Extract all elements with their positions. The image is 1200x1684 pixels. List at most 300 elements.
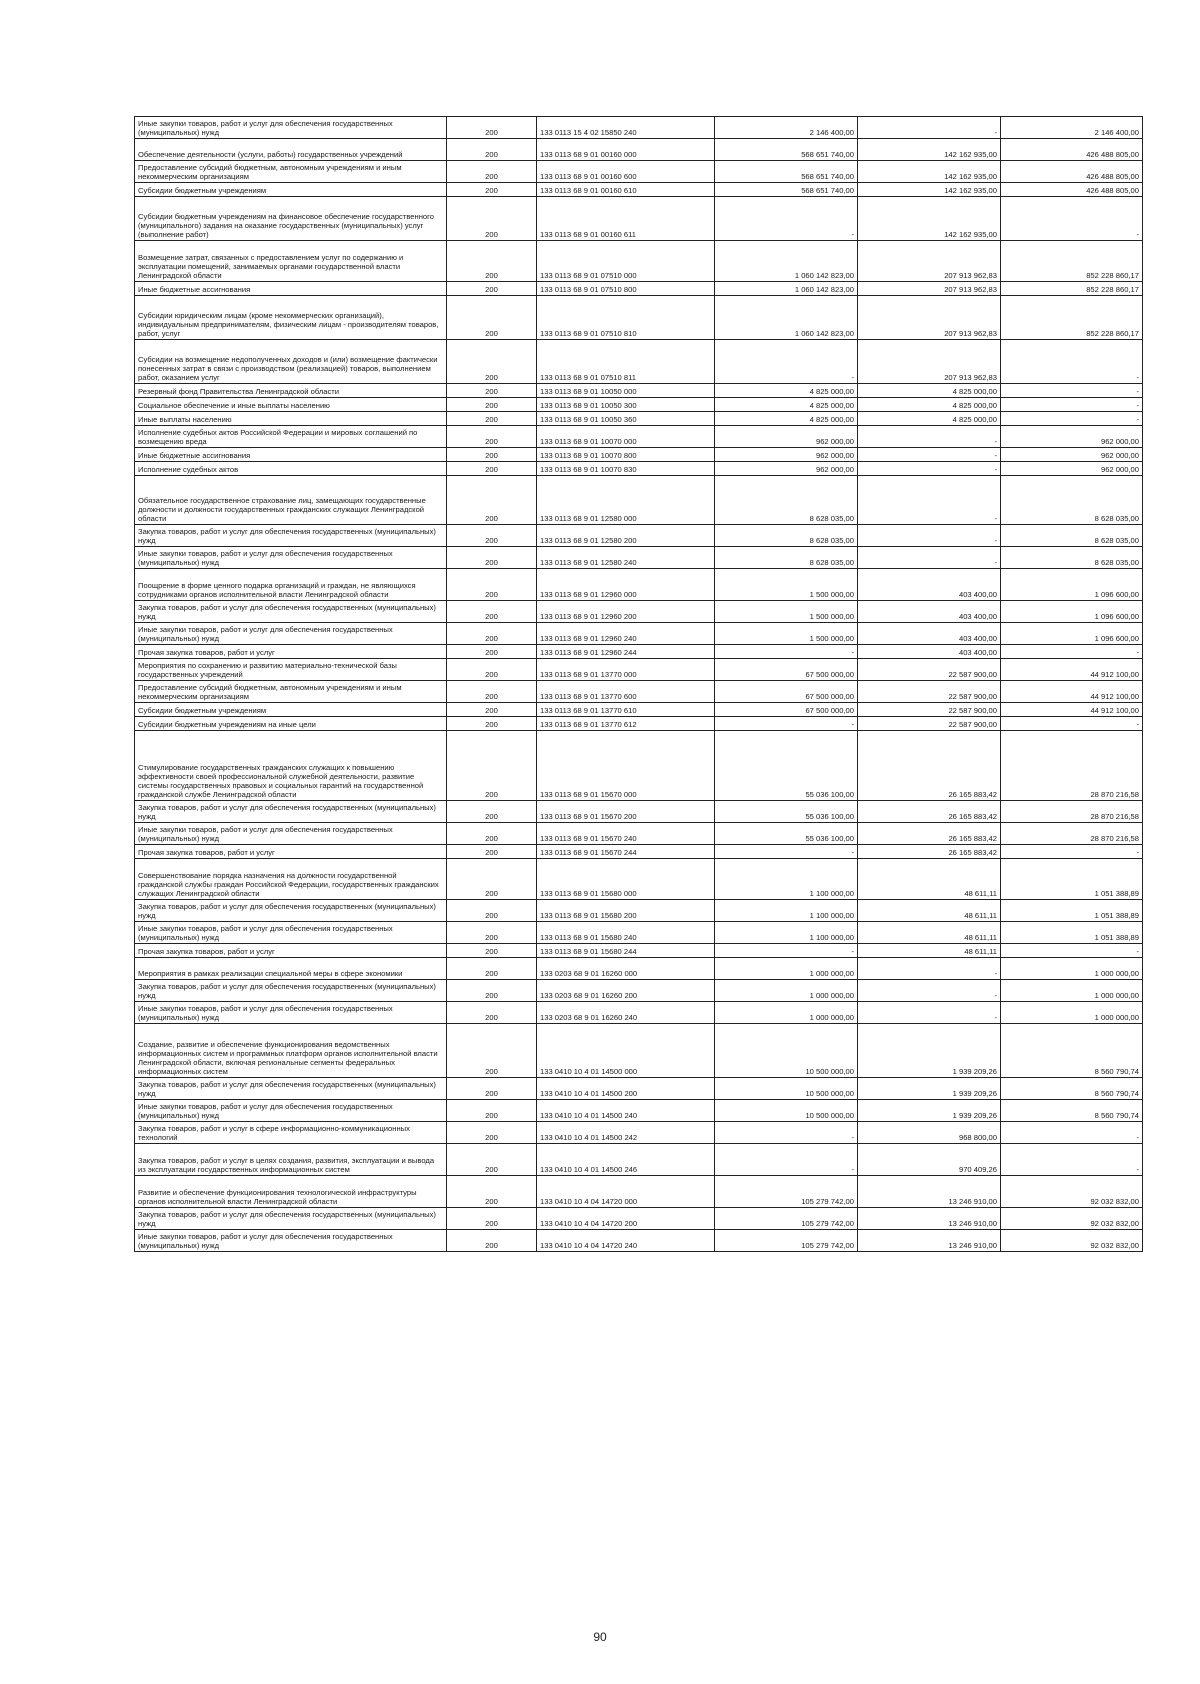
unexecuted-amount: - — [1001, 197, 1143, 241]
approved-amount: 4 825 000,00 — [715, 398, 858, 412]
line-code: 200 — [447, 1100, 537, 1122]
line-code: 200 — [447, 525, 537, 547]
executed-amount: 142 162 935,00 — [858, 197, 1001, 241]
approved-amount: 1 060 142 823,00 — [715, 282, 858, 296]
unexecuted-amount: 8 560 790,74 — [1001, 1078, 1143, 1100]
budget-code: 133 0410 10 4 01 14500 242 — [537, 1122, 715, 1144]
budget-code: 133 0113 68 9 01 12960 000 — [537, 569, 715, 601]
executed-amount: 4 825 000,00 — [858, 412, 1001, 426]
line-code: 200 — [447, 717, 537, 731]
line-code: 200 — [447, 448, 537, 462]
line-code: 200 — [447, 569, 537, 601]
executed-amount: - — [858, 1002, 1001, 1024]
unexecuted-amount: - — [1001, 717, 1143, 731]
unexecuted-amount: 1 051 388,89 — [1001, 859, 1143, 900]
executed-amount: 26 165 883,42 — [858, 823, 1001, 845]
unexecuted-amount: - — [1001, 1144, 1143, 1176]
line-code: 200 — [447, 1002, 537, 1024]
page-number: 90 — [593, 1630, 607, 1644]
table-row — [135, 958, 1143, 980]
budget-code: 133 0410 10 4 04 14720 000 — [537, 1176, 715, 1208]
table-row — [135, 139, 1143, 161]
approved-amount: 67 500 000,00 — [715, 703, 858, 717]
approved-amount: 1 500 000,00 — [715, 601, 858, 623]
budget-code: 133 0113 68 9 01 07510 800 — [537, 282, 715, 296]
approved-amount: - — [715, 1144, 858, 1176]
expense-name: Прочая закупка товаров, работ и услуг — [135, 845, 447, 859]
approved-amount: 8 628 035,00 — [715, 547, 858, 569]
executed-amount: 142 162 935,00 — [858, 139, 1001, 161]
expense-name: Закупка товаров, работ и услуг для обеспечения государственных (муниципальных) нужд — [135, 980, 447, 1002]
table-row — [135, 384, 1143, 398]
approved-amount: 568 651 740,00 — [715, 183, 858, 197]
approved-amount: 10 500 000,00 — [715, 1024, 858, 1078]
table-row — [135, 1144, 1143, 1176]
table-row — [135, 282, 1143, 296]
unexecuted-amount: 426 488 805,00 — [1001, 139, 1143, 161]
line-code: 200 — [447, 859, 537, 900]
unexecuted-amount: 426 488 805,00 — [1001, 161, 1143, 183]
unexecuted-amount: - — [1001, 645, 1143, 659]
executed-amount: 13 246 910,00 — [858, 1176, 1001, 1208]
table-row — [135, 1230, 1143, 1252]
line-code: 200 — [447, 681, 537, 703]
line-code: 200 — [447, 645, 537, 659]
line-code: 200 — [447, 601, 537, 623]
table-row — [135, 197, 1143, 241]
executed-amount: - — [858, 980, 1001, 1002]
unexecuted-amount: 1 051 388,89 — [1001, 900, 1143, 922]
expense-name: Субсидии бюджетным учреждениям — [135, 703, 447, 717]
budget-code: 133 0113 68 9 01 07510 811 — [537, 340, 715, 384]
table-row — [135, 801, 1143, 823]
table-row — [135, 547, 1143, 569]
line-code: 200 — [447, 282, 537, 296]
line-code: 200 — [447, 980, 537, 1002]
budget-code: 133 0113 68 9 01 15680 240 — [537, 922, 715, 944]
unexecuted-amount: - — [1001, 384, 1143, 398]
unexecuted-amount: 1 000 000,00 — [1001, 958, 1143, 980]
table-row — [135, 398, 1143, 412]
approved-amount: 1 000 000,00 — [715, 980, 858, 1002]
table-row — [135, 426, 1143, 448]
approved-amount: 8 628 035,00 — [715, 525, 858, 547]
table-row — [135, 922, 1143, 944]
expense-name: Субсидии на возмещение недополученных доходов и (или) возмещение фактически понесенных затрат в связи с производством (реализацией) товаров, выполнением работ, оказанием услуг — [135, 340, 447, 384]
budget-code: 133 0113 68 9 01 00160 610 — [537, 183, 715, 197]
executed-amount: 22 587 900,00 — [858, 717, 1001, 731]
table-row — [135, 900, 1143, 922]
expense-name: Иные выплаты населению — [135, 412, 447, 426]
budget-code: 133 0203 68 9 01 16260 240 — [537, 1002, 715, 1024]
executed-amount: 142 162 935,00 — [858, 161, 1001, 183]
expense-name: Закупка товаров, работ и услуг для обеспечения государственных (муниципальных) нужд — [135, 601, 447, 623]
unexecuted-amount: - — [1001, 412, 1143, 426]
budget-sheet — [134, 116, 1142, 1252]
table-row — [135, 601, 1143, 623]
budget-code: 133 0410 10 4 04 14720 200 — [537, 1208, 715, 1230]
expense-name: Мероприятия по сохранению и развитию материально-технической базы государственных учреждений — [135, 659, 447, 681]
table-row — [135, 823, 1143, 845]
executed-amount: - — [858, 547, 1001, 569]
budget-code: 133 0113 68 9 01 10070 000 — [537, 426, 715, 448]
executed-amount: 22 587 900,00 — [858, 681, 1001, 703]
line-code: 200 — [447, 731, 537, 801]
line-code: 200 — [447, 412, 537, 426]
approved-amount: 1 100 000,00 — [715, 859, 858, 900]
expense-name: Мероприятия в рамках реализации специальной меры в сфере экономики — [135, 958, 447, 980]
approved-amount: 10 500 000,00 — [715, 1100, 858, 1122]
budget-code: 133 0113 68 9 01 15670 240 — [537, 823, 715, 845]
unexecuted-amount: 1 096 600,00 — [1001, 623, 1143, 645]
table-row — [135, 448, 1143, 462]
approved-amount: 67 500 000,00 — [715, 681, 858, 703]
table-row — [135, 703, 1143, 717]
budget-code: 133 0113 68 9 01 13770 610 — [537, 703, 715, 717]
table-row — [135, 859, 1143, 900]
unexecuted-amount: 92 032 832,00 — [1001, 1176, 1143, 1208]
unexecuted-amount: 92 032 832,00 — [1001, 1230, 1143, 1252]
approved-amount: 1 500 000,00 — [715, 623, 858, 645]
unexecuted-amount: 852 228 860,17 — [1001, 241, 1143, 282]
expense-name: Закупка товаров, работ и услуг для обеспечения государственных (муниципальных) нужд — [135, 801, 447, 823]
approved-amount: 67 500 000,00 — [715, 659, 858, 681]
expense-name: Закупка товаров, работ и услуг для обеспечения государственных (муниципальных) нужд — [135, 525, 447, 547]
line-code: 200 — [447, 462, 537, 476]
executed-amount: 1 939 209,26 — [858, 1078, 1001, 1100]
line-code: 200 — [447, 384, 537, 398]
expense-name: Исполнение судебных актов — [135, 462, 447, 476]
approved-amount: 1 000 000,00 — [715, 1002, 858, 1024]
line-code: 200 — [447, 197, 537, 241]
budget-code: 133 0113 68 9 01 00160 611 — [537, 197, 715, 241]
unexecuted-amount: 8 628 035,00 — [1001, 547, 1143, 569]
approved-amount: 10 500 000,00 — [715, 1078, 858, 1100]
executed-amount: - — [858, 476, 1001, 525]
line-code: 200 — [447, 944, 537, 958]
approved-amount: - — [715, 340, 858, 384]
line-code: 200 — [447, 117, 537, 139]
line-code: 200 — [447, 241, 537, 282]
table-row — [135, 117, 1143, 139]
budget-code: 133 0410 10 4 01 14500 246 — [537, 1144, 715, 1176]
approved-amount: 55 036 100,00 — [715, 801, 858, 823]
approved-amount: 1 100 000,00 — [715, 922, 858, 944]
approved-amount: 962 000,00 — [715, 448, 858, 462]
unexecuted-amount: 8 628 035,00 — [1001, 476, 1143, 525]
unexecuted-amount: 8 560 790,74 — [1001, 1100, 1143, 1122]
line-code: 200 — [447, 139, 537, 161]
table-row — [135, 659, 1143, 681]
budget-code: 133 0113 68 9 01 07510 810 — [537, 296, 715, 340]
line-code: 200 — [447, 296, 537, 340]
table-row — [135, 161, 1143, 183]
executed-amount: - — [858, 426, 1001, 448]
line-code: 200 — [447, 623, 537, 645]
unexecuted-amount: 1 051 388,89 — [1001, 922, 1143, 944]
table-row — [135, 1002, 1143, 1024]
expense-name: Субсидии юридическим лицам (кроме некоммерческих организаций), индивидуальным предпринимателям, физическим лицам - производителям товаров, работ, услуг — [135, 296, 447, 340]
expense-name: Предоставление субсидий бюджетным, автономным учреждениям и иным некоммерческим организациям — [135, 161, 447, 183]
line-code: 200 — [447, 398, 537, 412]
executed-amount: 48 611,11 — [858, 859, 1001, 900]
line-code: 200 — [447, 1208, 537, 1230]
budget-code: 133 0113 68 9 01 12580 000 — [537, 476, 715, 525]
table-row — [135, 525, 1143, 547]
budget-code: 133 0113 68 9 01 10070 830 — [537, 462, 715, 476]
line-code: 200 — [447, 340, 537, 384]
unexecuted-amount: - — [1001, 1122, 1143, 1144]
table-row — [135, 1122, 1143, 1144]
executed-amount: 4 825 000,00 — [858, 384, 1001, 398]
executed-amount: - — [858, 462, 1001, 476]
expense-name: Иные бюджетные ассигнования — [135, 448, 447, 462]
unexecuted-amount: 2 146 400,00 — [1001, 117, 1143, 139]
line-code: 200 — [447, 1176, 537, 1208]
expense-name: Иные закупки товаров, работ и услуг для обеспечения государственных (муниципальных) нужд — [135, 623, 447, 645]
unexecuted-amount: 1 000 000,00 — [1001, 980, 1143, 1002]
budget-code: 133 0113 68 9 01 10050 300 — [537, 398, 715, 412]
approved-amount: 4 825 000,00 — [715, 412, 858, 426]
budget-code: 133 0113 68 9 01 15670 244 — [537, 845, 715, 859]
executed-amount: 403 400,00 — [858, 645, 1001, 659]
expense-name: Обеспечение деятельности (услуги, работы) государственных учреждений — [135, 139, 447, 161]
budget-code: 133 0113 68 9 01 07510 000 — [537, 241, 715, 282]
expense-name: Закупка товаров, работ и услуг для обеспечения государственных (муниципальных) нужд — [135, 900, 447, 922]
budget-code: 133 0203 68 9 01 16260 200 — [537, 980, 715, 1002]
line-code: 200 — [447, 823, 537, 845]
line-code: 200 — [447, 1024, 537, 1078]
table-row — [135, 980, 1143, 1002]
executed-amount: 26 165 883,42 — [858, 801, 1001, 823]
budget-code: 133 0410 10 4 01 14500 000 — [537, 1024, 715, 1078]
unexecuted-amount: 92 032 832,00 — [1001, 1208, 1143, 1230]
expense-name: Иные закупки товаров, работ и услуг для обеспечения государственных (муниципальных) нужд — [135, 823, 447, 845]
expense-name: Обязательное государственное страхование лиц, замещающих государственные должности и должности государственных гражданских служащих Ленинградской области — [135, 476, 447, 525]
expense-name: Иные закупки товаров, работ и услуг для обеспечения государственных (муниципальных) нужд — [135, 1002, 447, 1024]
executed-amount: 48 611,11 — [858, 922, 1001, 944]
executed-amount: 207 913 962,83 — [858, 296, 1001, 340]
expense-name: Субсидии бюджетным учреждениям на финансовое обеспечение государственного (муниципального) задания на оказание государственных (муниципальных) услуг (выполнение работ) — [135, 197, 447, 241]
line-code: 200 — [447, 1230, 537, 1252]
expense-name: Поощрение в форме ценного подарка организаций и граждан, не являющихся сотрудниками органов исполнительной власти Ленинградской области — [135, 569, 447, 601]
executed-amount: 403 400,00 — [858, 623, 1001, 645]
budget-code: 133 0203 68 9 01 16260 000 — [537, 958, 715, 980]
expense-name: Закупка товаров, работ и услуг в сфере информационно-коммуникационных технологий — [135, 1122, 447, 1144]
executed-amount: 207 913 962,83 — [858, 340, 1001, 384]
line-code: 200 — [447, 900, 537, 922]
expense-name: Субсидии бюджетным учреждениям на иные цели — [135, 717, 447, 731]
budget-code: 133 0410 10 4 01 14500 200 — [537, 1078, 715, 1100]
budget-code: 133 0113 68 9 01 13770 600 — [537, 681, 715, 703]
table-row — [135, 845, 1143, 859]
table-row — [135, 296, 1143, 340]
unexecuted-amount: 962 000,00 — [1001, 448, 1143, 462]
expense-name: Резервный фонд Правительства Ленинградской области — [135, 384, 447, 398]
executed-amount: 22 587 900,00 — [858, 659, 1001, 681]
budget-code: 133 0113 68 9 01 10050 000 — [537, 384, 715, 398]
line-code: 200 — [447, 801, 537, 823]
unexecuted-amount: 44 912 100,00 — [1001, 703, 1143, 717]
table-row — [135, 623, 1143, 645]
approved-amount: 105 279 742,00 — [715, 1176, 858, 1208]
budget-code: 133 0113 68 9 01 15680 200 — [537, 900, 715, 922]
budget-code: 133 0113 68 9 01 00160 000 — [537, 139, 715, 161]
expense-name: Социальное обеспечение и иные выплаты населению — [135, 398, 447, 412]
approved-amount: 1 000 000,00 — [715, 958, 858, 980]
budget-code: 133 0113 68 9 01 12580 240 — [537, 547, 715, 569]
unexecuted-amount: 1 000 000,00 — [1001, 1002, 1143, 1024]
unexecuted-amount: - — [1001, 845, 1143, 859]
executed-amount: - — [858, 958, 1001, 980]
approved-amount: 55 036 100,00 — [715, 731, 858, 801]
executed-amount: 970 409,26 — [858, 1144, 1001, 1176]
unexecuted-amount: 852 228 860,17 — [1001, 296, 1143, 340]
approved-amount: 1 060 142 823,00 — [715, 296, 858, 340]
approved-amount: - — [715, 717, 858, 731]
table-row — [135, 476, 1143, 525]
executed-amount: 403 400,00 — [858, 601, 1001, 623]
executed-amount: 207 913 962,83 — [858, 282, 1001, 296]
expense-name: Закупка товаров, работ и услуг для обеспечения государственных (муниципальных) нужд — [135, 1208, 447, 1230]
expense-name: Исполнение судебных актов Российской Федерации и мировых соглашений по возмещению вреда — [135, 426, 447, 448]
approved-amount: 962 000,00 — [715, 462, 858, 476]
executed-amount: 22 587 900,00 — [858, 703, 1001, 717]
table-row — [135, 340, 1143, 384]
executed-amount: 13 246 910,00 — [858, 1230, 1001, 1252]
unexecuted-amount: 28 870 216,58 — [1001, 801, 1143, 823]
unexecuted-amount: 962 000,00 — [1001, 462, 1143, 476]
expense-name: Возмещение затрат, связанных с предоставлением услуг по содержанию и эксплуатации помещений, занимаемых органами государственной власти Ленинградской области — [135, 241, 447, 282]
line-code: 200 — [447, 1144, 537, 1176]
line-code: 200 — [447, 845, 537, 859]
executed-amount: 48 611,11 — [858, 900, 1001, 922]
executed-amount: - — [858, 525, 1001, 547]
line-code: 200 — [447, 958, 537, 980]
budget-code: 133 0113 68 9 01 12960 240 — [537, 623, 715, 645]
line-code: 200 — [447, 1078, 537, 1100]
approved-amount: 105 279 742,00 — [715, 1208, 858, 1230]
executed-amount: 26 165 883,42 — [858, 731, 1001, 801]
expense-name: Иные бюджетные ассигнования — [135, 282, 447, 296]
unexecuted-amount: 962 000,00 — [1001, 426, 1143, 448]
approved-amount: 55 036 100,00 — [715, 823, 858, 845]
budget-code: 133 0113 68 9 01 10050 360 — [537, 412, 715, 426]
budget-code: 133 0113 68 9 01 12580 200 — [537, 525, 715, 547]
table-row — [135, 681, 1143, 703]
approved-amount: 4 825 000,00 — [715, 384, 858, 398]
approved-amount: 568 651 740,00 — [715, 161, 858, 183]
unexecuted-amount: 44 912 100,00 — [1001, 681, 1143, 703]
table-row — [135, 241, 1143, 282]
executed-amount: 207 913 962,83 — [858, 241, 1001, 282]
executed-amount: 4 825 000,00 — [858, 398, 1001, 412]
expense-name: Закупка товаров, работ и услуг в целях создания, развития, эксплуатации и вывода из эксплуатации государственных информационных систем — [135, 1144, 447, 1176]
executed-amount: 26 165 883,42 — [858, 845, 1001, 859]
table-row — [135, 1100, 1143, 1122]
budget-table-body — [135, 117, 1143, 1252]
executed-amount: 142 162 935,00 — [858, 183, 1001, 197]
line-code: 200 — [447, 703, 537, 717]
expense-name: Стимулирование государственных гражданских служащих к повышению эффективности своей профессиональной служебной деятельности, развитие системы государственных правовых и социальных гарантий на государственной гражданской службе Ленинградской области — [135, 731, 447, 801]
unexecuted-amount: 28 870 216,58 — [1001, 823, 1143, 845]
line-code: 200 — [447, 183, 537, 197]
executed-amount: - — [858, 117, 1001, 139]
budget-code: 133 0113 68 9 01 15680 000 — [537, 859, 715, 900]
approved-amount: 1 100 000,00 — [715, 900, 858, 922]
budget-code: 133 0113 68 9 01 13770 000 — [537, 659, 715, 681]
budget-code: 133 0113 68 9 01 10070 800 — [537, 448, 715, 462]
expense-name: Предоставление субсидий бюджетным, автономным учреждениям и иным некоммерческим организациям — [135, 681, 447, 703]
line-code: 200 — [447, 476, 537, 525]
executed-amount: 48 611,11 — [858, 944, 1001, 958]
expense-name: Совершенствование порядка назначения на должности государственной гражданской службы граждан Российской Федерации, государственных гражданских служащих Ленинградской области — [135, 859, 447, 900]
line-code: 200 — [447, 426, 537, 448]
expense-name: Прочая закупка товаров, работ и услуг — [135, 645, 447, 659]
expense-name: Субсидии бюджетным учреждениям — [135, 183, 447, 197]
budget-code: 133 0113 68 9 01 15670 200 — [537, 801, 715, 823]
line-code: 200 — [447, 922, 537, 944]
approved-amount: 2 146 400,00 — [715, 117, 858, 139]
unexecuted-amount: 1 096 600,00 — [1001, 601, 1143, 623]
expense-name: Иные закупки товаров, работ и услуг для обеспечения государственных (муниципальных) нужд — [135, 922, 447, 944]
approved-amount: 568 651 740,00 — [715, 139, 858, 161]
budget-code: 133 0410 10 4 04 14720 240 — [537, 1230, 715, 1252]
executed-amount: - — [858, 448, 1001, 462]
unexecuted-amount: - — [1001, 340, 1143, 384]
approved-amount: 1 060 142 823,00 — [715, 241, 858, 282]
unexecuted-amount: 28 870 216,58 — [1001, 731, 1143, 801]
expense-name: Иные закупки товаров, работ и услуг для обеспечения государственных (муниципальных) нужд — [135, 547, 447, 569]
table-row — [135, 944, 1143, 958]
unexecuted-amount: 44 912 100,00 — [1001, 659, 1143, 681]
expense-name: Иные закупки товаров, работ и услуг для обеспечения государственных (муниципальных) нужд — [135, 117, 447, 139]
unexecuted-amount: 8 560 790,74 — [1001, 1024, 1143, 1078]
table-row — [135, 731, 1143, 801]
approved-amount: 105 279 742,00 — [715, 1230, 858, 1252]
table-row — [135, 1024, 1143, 1078]
unexecuted-amount: 8 628 035,00 — [1001, 525, 1143, 547]
table-row — [135, 183, 1143, 197]
line-code: 200 — [447, 547, 537, 569]
table-row — [135, 1078, 1143, 1100]
unexecuted-amount: 1 096 600,00 — [1001, 569, 1143, 601]
approved-amount: - — [715, 645, 858, 659]
budget-code: 133 0113 68 9 01 12960 200 — [537, 601, 715, 623]
budget-code: 133 0113 68 9 01 00160 600 — [537, 161, 715, 183]
table-row — [135, 462, 1143, 476]
approved-amount: 962 000,00 — [715, 426, 858, 448]
executed-amount: 1 939 209,26 — [858, 1100, 1001, 1122]
expense-name: Иные закупки товаров, работ и услуг для обеспечения государственных (муниципальных) нужд — [135, 1100, 447, 1122]
executed-amount: 403 400,00 — [858, 569, 1001, 601]
table-row — [135, 645, 1143, 659]
line-code: 200 — [447, 161, 537, 183]
approved-amount: - — [715, 1122, 858, 1144]
approved-amount: - — [715, 845, 858, 859]
table-row — [135, 1176, 1143, 1208]
approved-amount: 1 500 000,00 — [715, 569, 858, 601]
expense-name: Закупка товаров, работ и услуг для обеспечения государственных (муниципальных) нужд — [135, 1078, 447, 1100]
expense-name: Иные закупки товаров, работ и услуг для обеспечения государственных (муниципальных) нужд — [135, 1230, 447, 1252]
expense-name: Создание, развитие и обеспечение функционирования ведомственных информационных систем и программных платформ органов исполнительной власти Ленинградской области, включая региональные сегменты федеральных информационных систем — [135, 1024, 447, 1078]
executed-amount: 968 800,00 — [858, 1122, 1001, 1144]
budget-table — [134, 116, 1143, 1252]
budget-code: 133 0113 68 9 01 13770 612 — [537, 717, 715, 731]
approved-amount: - — [715, 197, 858, 241]
line-code: 200 — [447, 659, 537, 681]
line-code: 200 — [447, 1122, 537, 1144]
